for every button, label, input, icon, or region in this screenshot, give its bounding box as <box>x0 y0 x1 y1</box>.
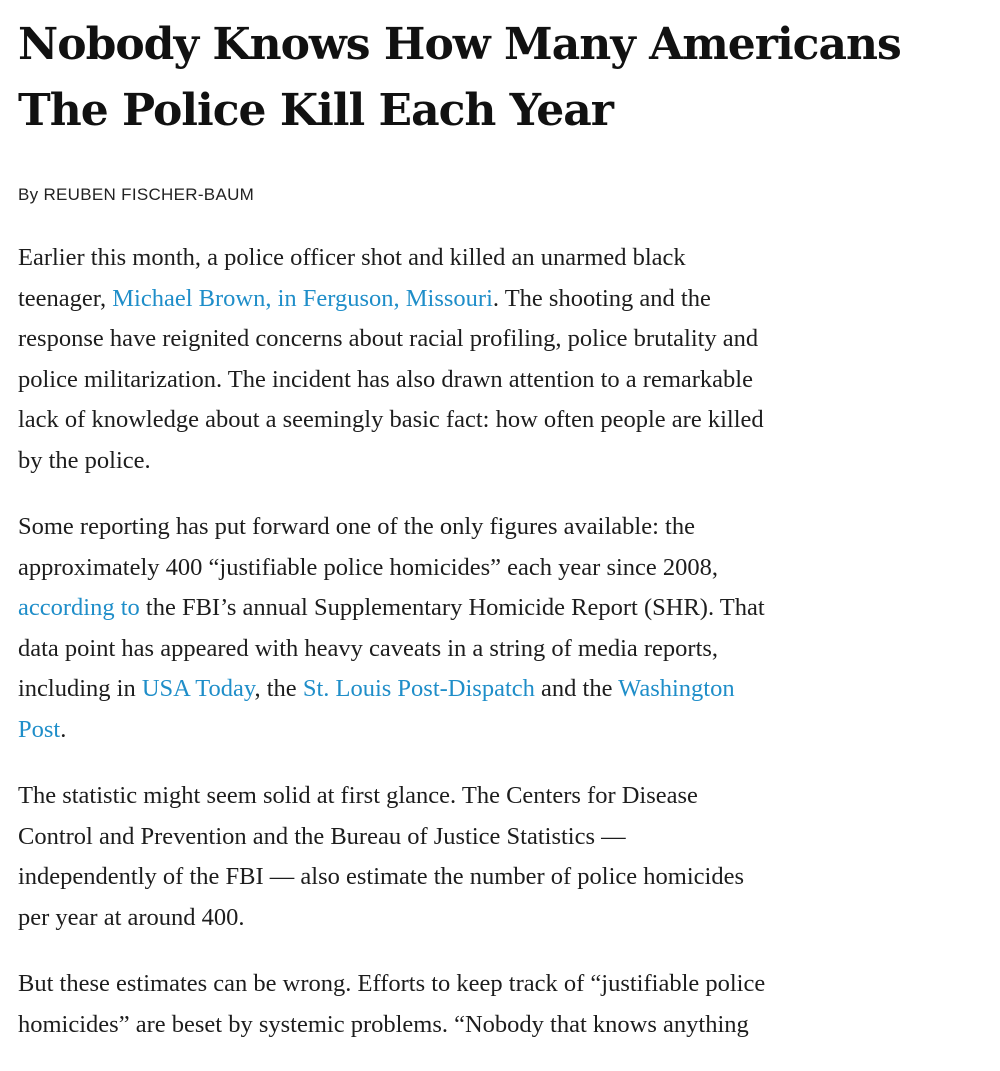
paragraph <box>18 238 978 481</box>
text-segment: independently of the FBI — also estimate the number of police homicides <box>18 863 744 890</box>
text-line <box>18 238 978 279</box>
text-segment: Earlier this month, a police officer shot and killed an unarmed black <box>18 244 686 271</box>
inline-link[interactable]: according to <box>18 594 140 621</box>
paragraph <box>18 776 978 938</box>
headline-line: Nobody Knows How Many Americans <box>18 19 901 70</box>
inline-link[interactable]: USA Today <box>141 675 255 702</box>
paragraph <box>18 964 978 1045</box>
text-segment: The statistic might seem solid at first glance. The Centers for Disease <box>18 782 698 809</box>
text-line <box>18 898 978 939</box>
text-line <box>18 279 978 320</box>
text-line <box>18 588 978 629</box>
text-line <box>18 669 978 710</box>
text-segment: Some reporting has put forward one of the only figures available: the <box>18 513 695 540</box>
text-line <box>18 441 978 482</box>
text-segment: data point has appeared with heavy caveats in a string of media reports, <box>18 634 719 662</box>
text-segment: Control and Prevention and the Bureau of Justice Statistics — <box>18 822 626 850</box>
text-segment: lack of knowledge about a seemingly basic fact: how often people are killed <box>18 406 764 433</box>
inline-link[interactable]: St. Louis Post-Dispatch <box>302 675 535 702</box>
article-headline <box>18 12 978 144</box>
text-segment: , the <box>254 675 303 702</box>
text-line <box>18 964 978 1005</box>
text-line <box>18 776 978 817</box>
text-segment: homicides” are beset by systemic problems. “Nobody that knows anything <box>18 1010 749 1038</box>
text-segment: teenager, <box>18 284 113 312</box>
text-segment: including in <box>18 675 142 702</box>
paragraph <box>18 507 978 750</box>
text-segment: police militarization. The incident has also drawn attention to a remarkable <box>18 365 753 393</box>
article-body <box>18 238 978 1045</box>
text-segment: per year at around 400. <box>18 903 245 931</box>
article <box>18 0 978 1071</box>
text-segment: response have reignited concerns about racial profiling, police brutality and <box>18 325 759 352</box>
inline-link[interactable]: Michael Brown, in Ferguson, Missouri <box>112 284 493 312</box>
text-line <box>18 710 978 751</box>
text-segment: . The shooting and the <box>492 284 711 312</box>
headline-line: The Police Kill Each Year <box>18 85 613 136</box>
text-segment: and the <box>534 675 619 702</box>
inline-link[interactable]: Post <box>18 715 61 743</box>
text-line <box>18 319 978 360</box>
text-line <box>18 360 978 401</box>
text-line <box>18 857 978 898</box>
text-segment: by the police. <box>18 446 151 474</box>
text-segment: approximately 400 “justifiable police homicides” each year since 2008, <box>18 553 719 581</box>
text-line <box>18 548 978 589</box>
text-line <box>18 400 978 441</box>
text-line <box>18 507 978 548</box>
text-segment: the FBI’s annual Supplementary Homicide Report (SHR). That <box>139 594 765 621</box>
text-line <box>18 817 978 858</box>
text-line <box>18 1005 978 1046</box>
inline-link[interactable]: Washington <box>618 675 735 702</box>
text-segment: . <box>60 715 67 743</box>
byline: By REUBEN FISCHER-BAUM <box>18 185 255 204</box>
text-segment: But these estimates can be wrong. Efforts to keep track of “justifiable police <box>18 970 766 997</box>
text-line <box>18 629 978 670</box>
